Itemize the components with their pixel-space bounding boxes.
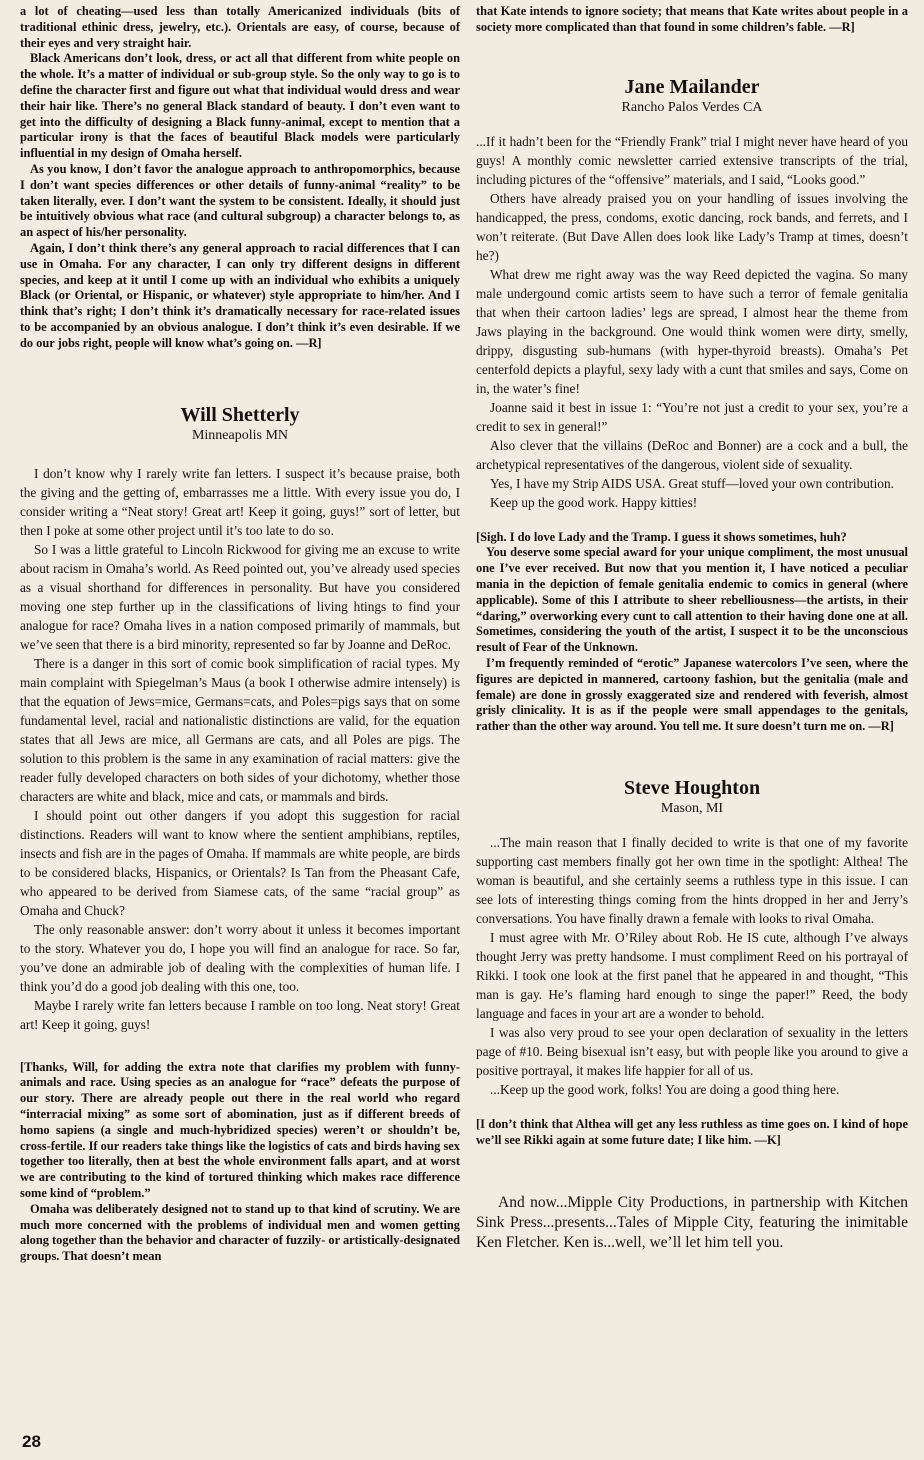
letter-paragraph: ...If it hadn’t been for the “Friendly Frank” trial I might never have heard of you guys! A monthly comic newsletter carried extensive transcripts of the trial, including pictures of the “offensive” materials, and I said, “Looks good.” [476,133,908,187]
letter-paragraph: ...Keep up the good work, folks! You are doing a good thing here. [490,1081,840,1097]
reply-paragraph: Again, I don’t think there’s any general approach to racial differences that I can use in Omaha. For any character, I can only try different designs in different species, and keep at it until I come up with an individual who exhibits a uniquely Black (or Oriental, or Hispanic, or whatever) style appropriate to him/her. And I think that’s right; I don’t think it’s dramatically necessary for race-related issues to be accompanied by an obvious analogue. I don’t think it’s even desirable. If we do our jobs right, people will know what’s going on. —R] [20,240,460,350]
right-column [476,4,908,1253]
letter-body-mailander [476,132,908,512]
left-column [20,4,460,1265]
letter-paragraph: I was also very proud to see your open declaration of sexuality in the letters page of #10. Being bisexual isn’t easy, but with people like you around to give a positive portrayal, it makes life happier for all of us. [476,1024,908,1078]
closing-announcement [476,1193,908,1253]
letter-paragraph: What drew me right away was the way Reed depicted the vagina. So many male undergound comic artists seem to have such a terror of female genitalia that when their cartoon ladies’ legs are spread, I almost hear the theme from Jaws playing in the background. One would think women were dirty, smelly, drippy, disgusting sub-humans (with hyper-thyroid breasts). Omaha’s Pet centerfold depicts a playful, sexy lady with a cunt that smiles and says, Come on in, the water’s fine! [476,266,908,396]
page-number: 28 [22,1432,41,1451]
reply-top [20,4,460,352]
letter-header-mailander [476,76,908,116]
letter-location: Rancho Palos Verdes CA [621,99,763,115]
letter-location: Mason, MI [660,800,724,816]
letter-paragraph: I must agree with Mr. O’Riley about Rob. He IS cute, although I’ve always thought Jerry was pretty handsome. I must compliment Reed on his portrayal of Rikki. I took one look at the first panel that he appeared in and thought, “This man is gay. He’s flaming hard enough to singe the paper!” Reed, the body language and faces in your art are a wonder to behold. [476,929,908,1021]
letter-paragraph: So I was a little grateful to Lincoln Rickwood for giving me an excuse to write about racism in Omaha’s world. As Reed pointed out, you’ve already used species as a visual shorthand for differences in personality. But have you considered moving one step further up in the classifications of living htings to find your analogue for race? Omaha lives in a nation composed primarily of mammals, but we’ve seen that there is a bird minority, represented so far by Joanne and DeRoc. [20,541,460,652]
letter-header-houghton [476,777,908,817]
reply-paragraph: I’m frequently reminded of “erotic” Japanese watercolors I’ve seen, where the figures are depicted in mannered, cartoony fashion, but the genitalia (male and female) are done in grossly exaggerated size and rendered with feverish, almost grisly clinicality. It is as if the people were small appendages to the genitals, rather than the other way around. You tell me. It sure doesn’t turn me on. —R] [476,655,908,734]
letter-paragraph: There is a danger in this sort of comic book simplification of racial types. My main complaint with Spiegelman’s Maus (a book I otherwise admire intensely) is that the equation of Jews=mice, Germans=cats, and Poles=pigs says that on some fundamental level, racial and nationalistic distinctions are valid, for the equation states that all Jews are mice, all Germans are cats, and all Poles are pigs. The solution to this problem is the same in any examination of racial matters: give the reader fully developed characters on both sides of your dichotomy, whether those characters are white and black, mice and cats, or mammals and birds. [20,655,460,804]
letter-paragraph: Keep up the good work. Happy kitties! [490,494,698,510]
letter-paragraph: I don’t know why I rarely write fan letters. I suspect it’s because praise, both the giving and the getting of, embarrasses me a little. With every issue you do, I consider writing a “Neat story! Great art! Keep it going, guys!” sort of letter, but then I poke at some other project until it’s too late to do so. [20,465,460,538]
reply-paragraph: [Thanks, Will, for adding the extra note that clarifies my problem with funny-animals and race. Using species as an analogue for “race” defeats the purpose of our story. There are already people out there in the real world who regard “interracial mixing” as some sort of abomination, just as if different breeds of homo sapiens (a single and much-hybridized species) weren’t or shouldn’t be, cross-fertile. If our readers take things like the logistics of cats and birds having sex together too literally, then at best the whole environment falls apart, and at worst we are contributing to the kind of tortured thinking which makes race difference some kind of “problem.” [20,1059,460,1200]
letter-author: Steve Houghton [623,776,761,799]
reply-paragraph: Black Americans don’t look, dress, or act all that different from white people on the whole. It’s a matter of individual or sub-group style. So the only way to go is to define the character first and figure out what that individual would dress and wear their hair like. There’s no general Black standard of beauty. I don’t even want to get into the difficulty of designing a Black funny-animal, except to mention that a particular irony is that the faces of beautiful Black models were particularly influential in my design of Omaha herself. [20,51,460,161]
letter-location: Minneapolis MN [191,427,289,443]
closing-paragraph: And now...Mipple City Productions, in partnership with Kitchen Sink Press...presents...Tales of Mipple City, featuring the inimitable Ken Fletcher. Ken is...well, we’ll let him tell you. [476,1193,908,1251]
letter-paragraph: The only reasonable answer: don’t worry about it unless it becomes important to the story. Whatever you do, I hope you will find an analogue for race. So far, you’ve done an admirable job of dealing with the complexities of human life. I think you’d do a good job dealing with this one, too. [20,921,460,994]
reply-shetterly [20,1060,460,1265]
reply-continued [476,4,908,36]
reply-paragraph: As you know, I don’t favor the analogue approach to anthropomorphics, because I don’t want species differences or other details of funny-animal “reality” to be taken literally, ever. I don’t want the system to be consistent. Ideally, it should just be intuitively obvious what race (and cultural subgroup) a character belongs to, as an aspect of his/her personality. [20,161,460,240]
letter-paragraph: Joanne said it best in issue 1: “You’re not just a credit to your sex, you’re a credit to sex in general!” [476,399,908,434]
letter-author: Will Shetterly [180,403,300,426]
letter-header-shetterly [20,404,460,444]
reply-paragraph: You deserve some special award for your unique compliment, the most unusual one I’ve ever received. But now that you mention it, I have noticed a peculiar mania in the depiction of female genitalia endemic to comics in general (where applicable). Some of this I attribute to sheer rebelliousness—the artists, in their “daring,” overworking every cunt to call attention to their having done one at all. Sometimes, considering the youth of the artist, I suspect it to be the unconscious result of Fear of the Unknown. [476,545,908,655]
letter-paragraph: I should point out other dangers if you adopt this suggestion for racial distinctions. Readers will want to know where the sentient amphibians, reptiles, insects and fish are in the pages of Omaha. If mammals are white people, are birds to be considered blacks, Hispanics, or Orientals? Is Tan from the Pheasant Cafe, who appeared to be derived from Siamese cats, of the same “racial group” as Omaha and Chuck? [20,807,460,918]
reply-paragraph: [I don’t think that Althea will get any less ruthless as time goes on. I kind of hope we’ll see Rikki again at some future date; I like him. —K] [476,1116,908,1147]
letter-paragraph: Others have already praised you on your handling of issues involving the handicapped, the press, condoms, exotic dancing, rock bands, and ferrets, and I won’t reiterate. (But Dave Allen does look like Lady’s Tramp at times, doesn’t he?) [476,190,908,263]
reply-mailander [476,530,908,735]
reply-paragraph: a lot of cheating—used less than totally Americanized individuals (bits of traditional ethinic dress, jewelry, etc.). Orientals are easy, of course, because of their eyes and very straight hair. [20,4,460,50]
letter-paragraph: Yes, I have my Strip AIDS USA. Great stuff—loved your own contribution. [490,475,894,491]
letter-body-houghton [476,833,908,1099]
reply-paragraph: [Sigh. I do love Lady and the Tramp. I guess it shows sometimes, huh? [476,529,847,544]
letter-author: Jane Mailander [624,75,760,98]
letter-body-shetterly [20,464,460,1034]
letter-paragraph: ...The main reason that I finally decided to write is that one of my favorite supporting cast members finally got her own time in the spotlight: Althea! The woman is beautiful, and she certainly seems a ruthless type in this issue. I can see lots of interesting things coming from the hints dropped in her and Jerry’s conversations. You have finally drawn a female with looks to rival Omaha. [476,834,908,926]
reply-houghton [476,1117,908,1149]
reply-paragraph: that Kate intends to ignore society; that means that Kate writes about people in a society more complicated than that found in some children’s fable. —R] [476,4,908,34]
letter-paragraph: Maybe I rarely write fan letters because I ramble on too long. Neat story! Great art! Keep it going, guys! [20,997,460,1032]
letter-paragraph: Also clever that the villains (DeRoc and Bonner) are a cock and a bull, the archetypical representatives of the dangerous, violent side of sexuality. [476,437,908,472]
reply-paragraph: Omaha was deliberately designed not to stand up to that kind of scrutiny. We are much more concerned with the problems of individual men and women getting along together than the behavior and character of fuzzily- or artistically-designated groups. That doesn’t mean [20,1201,460,1264]
